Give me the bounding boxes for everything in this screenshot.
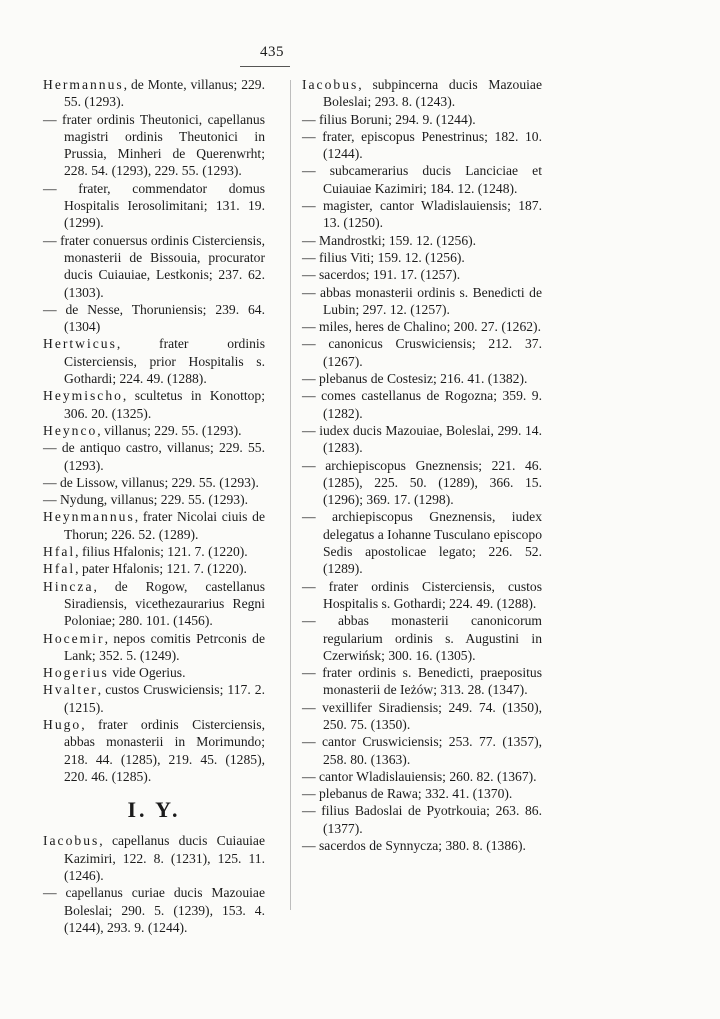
- entry-text: — cantor Wladislauiensis; 260. 82. (1367).: [302, 768, 537, 784]
- index-entry: [302, 370, 542, 387]
- right-entries: [302, 76, 542, 854]
- entry-headword: Hogerius: [43, 665, 109, 681]
- entry-text: , frater ordinis Cisterciensis, abbas monasterii in Morimundo; 218. 44. (1285), 219. 45. (1285), 220. 46. (1285).: [64, 716, 265, 784]
- entry-text: vide Ogerius.: [108, 665, 186, 681]
- entry-text: , frater Nicolai ciuis de Thorun; 226. 52. (1289).: [64, 509, 265, 542]
- entry-text: — frater ordinis Cisterciensis, custos Hospitalis s. Gothardi; 224. 49. (1288).: [302, 578, 542, 611]
- entry-headword: Heymischo: [43, 388, 123, 404]
- index-entry: [43, 76, 265, 111]
- index-entry: [43, 884, 265, 936]
- entry-text: — frater ordinis s. Benedicti, praepositus monasterii de Ieżów; 313. 28. (1347).: [302, 665, 542, 698]
- index-entry: [43, 301, 265, 336]
- entry-text: — sacerdos; 191. 17. (1257).: [302, 267, 461, 283]
- index-entry: [302, 699, 542, 734]
- entry-text: — frater conuersus ordinis Cisterciensis, monasterii de Bissouia, procurator ducis Cuiauiae, Lestkonis; 237. 62. (1303).: [43, 232, 265, 300]
- index-entry: [302, 785, 542, 802]
- entry-text: — de Lissow, villanus; 229. 55. (1293).: [43, 474, 259, 490]
- entry-headword: Hfal: [43, 544, 76, 560]
- entry-headword: Iacobus: [302, 77, 359, 92]
- entry-headword: Heynmannus: [43, 509, 135, 525]
- index-entry: [43, 111, 265, 180]
- entry-text: — filius Viti; 159. 12. (1256).: [302, 249, 465, 265]
- entry-text: — frater, commendator domus Hospitalis Ierosolimitani; 131. 19. (1299).: [43, 180, 265, 231]
- index-entry: [302, 111, 542, 128]
- entry-text: — frater, episcopus Penestrinus; 182. 10. (1244).: [302, 128, 542, 162]
- entry-text: , nepos comitis Petrconis de Lank; 352. 5. (1249).: [64, 630, 265, 663]
- entry-headword: Heynco: [43, 422, 98, 438]
- index-entry: [302, 128, 542, 163]
- entry-text: , pater Hfalonis; 121. 7. (1220).: [75, 561, 247, 577]
- index-entry: [43, 508, 265, 543]
- index-entry: [43, 560, 265, 577]
- index-entry: [43, 474, 265, 491]
- index-entry: [302, 232, 542, 249]
- index-entry: [302, 508, 542, 577]
- index-entry: [43, 491, 265, 508]
- index-entry: [43, 180, 265, 232]
- entry-text: , de Monte, villanus; 229. 55. (1293).: [64, 77, 265, 110]
- index-entry: [302, 457, 542, 509]
- index-entry: [43, 543, 265, 560]
- entry-text: , frater ordinis Cisterciensis, prior Hospitalis s. Gothardi; 224. 49. (1288).: [64, 336, 265, 387]
- left-column: [43, 76, 265, 936]
- entry-text: — plebanus de Costesiz; 216. 41. (1382).: [302, 371, 528, 387]
- entry-text: — de Nesse, Thoruniensis; 239. 64. (1304): [43, 301, 265, 335]
- entry-text: — Nydung, villanus; 229. 55. (1293).: [43, 492, 249, 508]
- index-entry: [302, 284, 542, 319]
- index-entry: [302, 318, 542, 335]
- entry-text: , subpincerna ducis Mazouiae Boleslai; 293. 8. (1243).: [323, 77, 542, 110]
- index-entry: [302, 266, 542, 283]
- entry-headword: Hincza: [43, 578, 94, 594]
- section-heading: I. Y.: [127, 797, 181, 823]
- entry-text: — vexillifer Siradiensis; 249. 74. (1350), 250. 75. (1350).: [302, 699, 542, 732]
- left-entries: [43, 76, 265, 785]
- index-entry: [302, 422, 542, 457]
- index-entry: [43, 716, 265, 785]
- column-divider: [290, 80, 291, 910]
- entry-headword: Hfal: [43, 561, 76, 577]
- index-entry: [43, 578, 265, 630]
- entry-text: , scultetus in Konottop; 306. 20. (1325).: [64, 388, 265, 421]
- index-entry: [43, 664, 265, 681]
- index-entry: [302, 387, 542, 422]
- entry-text: , de Rogow, castellanus Siradiensis, vicethezaurarius Regni Poloniae; 280. 101. (1456).: [64, 578, 265, 629]
- index-entry: [302, 76, 542, 111]
- right-column: [302, 76, 542, 854]
- entry-text: — Mandrostki; 159. 12. (1256).: [302, 232, 477, 248]
- index-entry: [43, 387, 265, 422]
- index-entry: [302, 837, 542, 854]
- entry-text: — archiepiscopus Gneznensis, iudex delegatus a Iohanne Tusculano episcopo Sedis apostolicae legato; 226. 52. (1289).: [302, 509, 542, 577]
- index-entry: [302, 162, 542, 197]
- index-entry: [43, 232, 265, 301]
- entry-headword: Hocemir: [43, 630, 105, 646]
- entry-text: , filius Hfalonis; 121. 7. (1220).: [75, 544, 248, 560]
- index-entry: [302, 612, 542, 664]
- entry-text: , villanus; 229. 55. (1293).: [97, 422, 242, 438]
- entry-text: — subcamerarius ducis Lanciciae et Cuiauiae Kazimiri; 184. 12. (1248).: [302, 163, 542, 196]
- entry-headword: Iacobus: [43, 833, 100, 849]
- entry-text: , capellanus ducis Cuiauiae Kazimiri, 122. 8. (1231), 125. 11. (1246).: [64, 833, 265, 884]
- index-entry: [302, 249, 542, 266]
- entry-text: — filius Boruni; 294. 9. (1244).: [302, 111, 476, 127]
- index-entry: [302, 335, 542, 370]
- entry-text: — filius Badoslai de Pyotrkouia; 263. 86. (1377).: [302, 803, 542, 836]
- index-entry: [302, 197, 542, 232]
- entry-headword: Hugo: [43, 716, 82, 732]
- entry-text: — abbas monasterii canonicorum regularium ordinis s. Augustini in Czerwińsk; 300. 16. (1305).: [302, 613, 542, 663]
- entry-headword: Hermannus: [43, 77, 124, 92]
- entry-text: — magister, cantor Wladislauiensis; 187. 13. (1250).: [302, 198, 542, 231]
- entry-text: — sacerdos de Synnycza; 380. 8. (1386).: [302, 838, 526, 854]
- index-entry: [302, 768, 542, 785]
- index-entry: [302, 802, 542, 837]
- index-entry: [43, 335, 265, 387]
- entry-headword: Hvalter: [43, 682, 98, 698]
- entry-headword: Hertwicus: [43, 336, 117, 352]
- entry-text: — plebanus de Rawa; 332. 41. (1370).: [302, 786, 513, 802]
- entry-text: — de antiquo castro, villanus; 229. 55. (1293).: [43, 440, 265, 473]
- entry-text: — comes castellanus de Rogozna; 359. 9. (1282).: [302, 388, 542, 421]
- entry-text: — archiepiscopus Gneznensis; 221. 46. (1285), 225. 50. (1289), 366. 15. (1296); 369. 17. (1298).: [302, 457, 542, 508]
- entry-text: — miles, heres de Chalino; 200. 27. (1262).: [302, 319, 541, 335]
- entry-text: — iudex ducis Mazouiae, Boleslai, 299. 14. (1283).: [302, 422, 542, 456]
- index-entry: [302, 578, 542, 613]
- entry-text: — canonicus Cruswiciensis; 212. 37. (1267).: [302, 336, 542, 369]
- entry-text: — cantor Cruswiciensis; 253. 77. (1357), 258. 80. (1363).: [302, 734, 542, 767]
- entry-text: — capellanus curiae ducis Mazouiae Boleslai; 290. 5. (1239), 153. 4. (1244), 293. 9. (1244).: [43, 885, 265, 935]
- entry-text: — abbas monasterii ordinis s. Benedicti de Lubin; 297. 12. (1257).: [302, 284, 542, 317]
- index-entry: [302, 664, 542, 699]
- left-entries-after: [43, 832, 265, 936]
- index-entry: [302, 733, 542, 768]
- entry-text: — frater ordinis Theutonici, capellanus magistri ordinis Theutonici in Prussia, Minheri de Querenwrht; 228. 54. (1293), 229. 55. (1293).: [43, 111, 265, 179]
- page-number: 435: [260, 44, 284, 60]
- index-entry: [43, 630, 265, 665]
- index-entry: [43, 439, 265, 474]
- index-entry: [43, 422, 265, 439]
- index-entry: [43, 832, 265, 884]
- header-rule: [240, 66, 290, 67]
- entry-text: , custos Cruswiciensis; 117. 2. (1215).: [64, 682, 265, 715]
- index-entry: [43, 681, 265, 716]
